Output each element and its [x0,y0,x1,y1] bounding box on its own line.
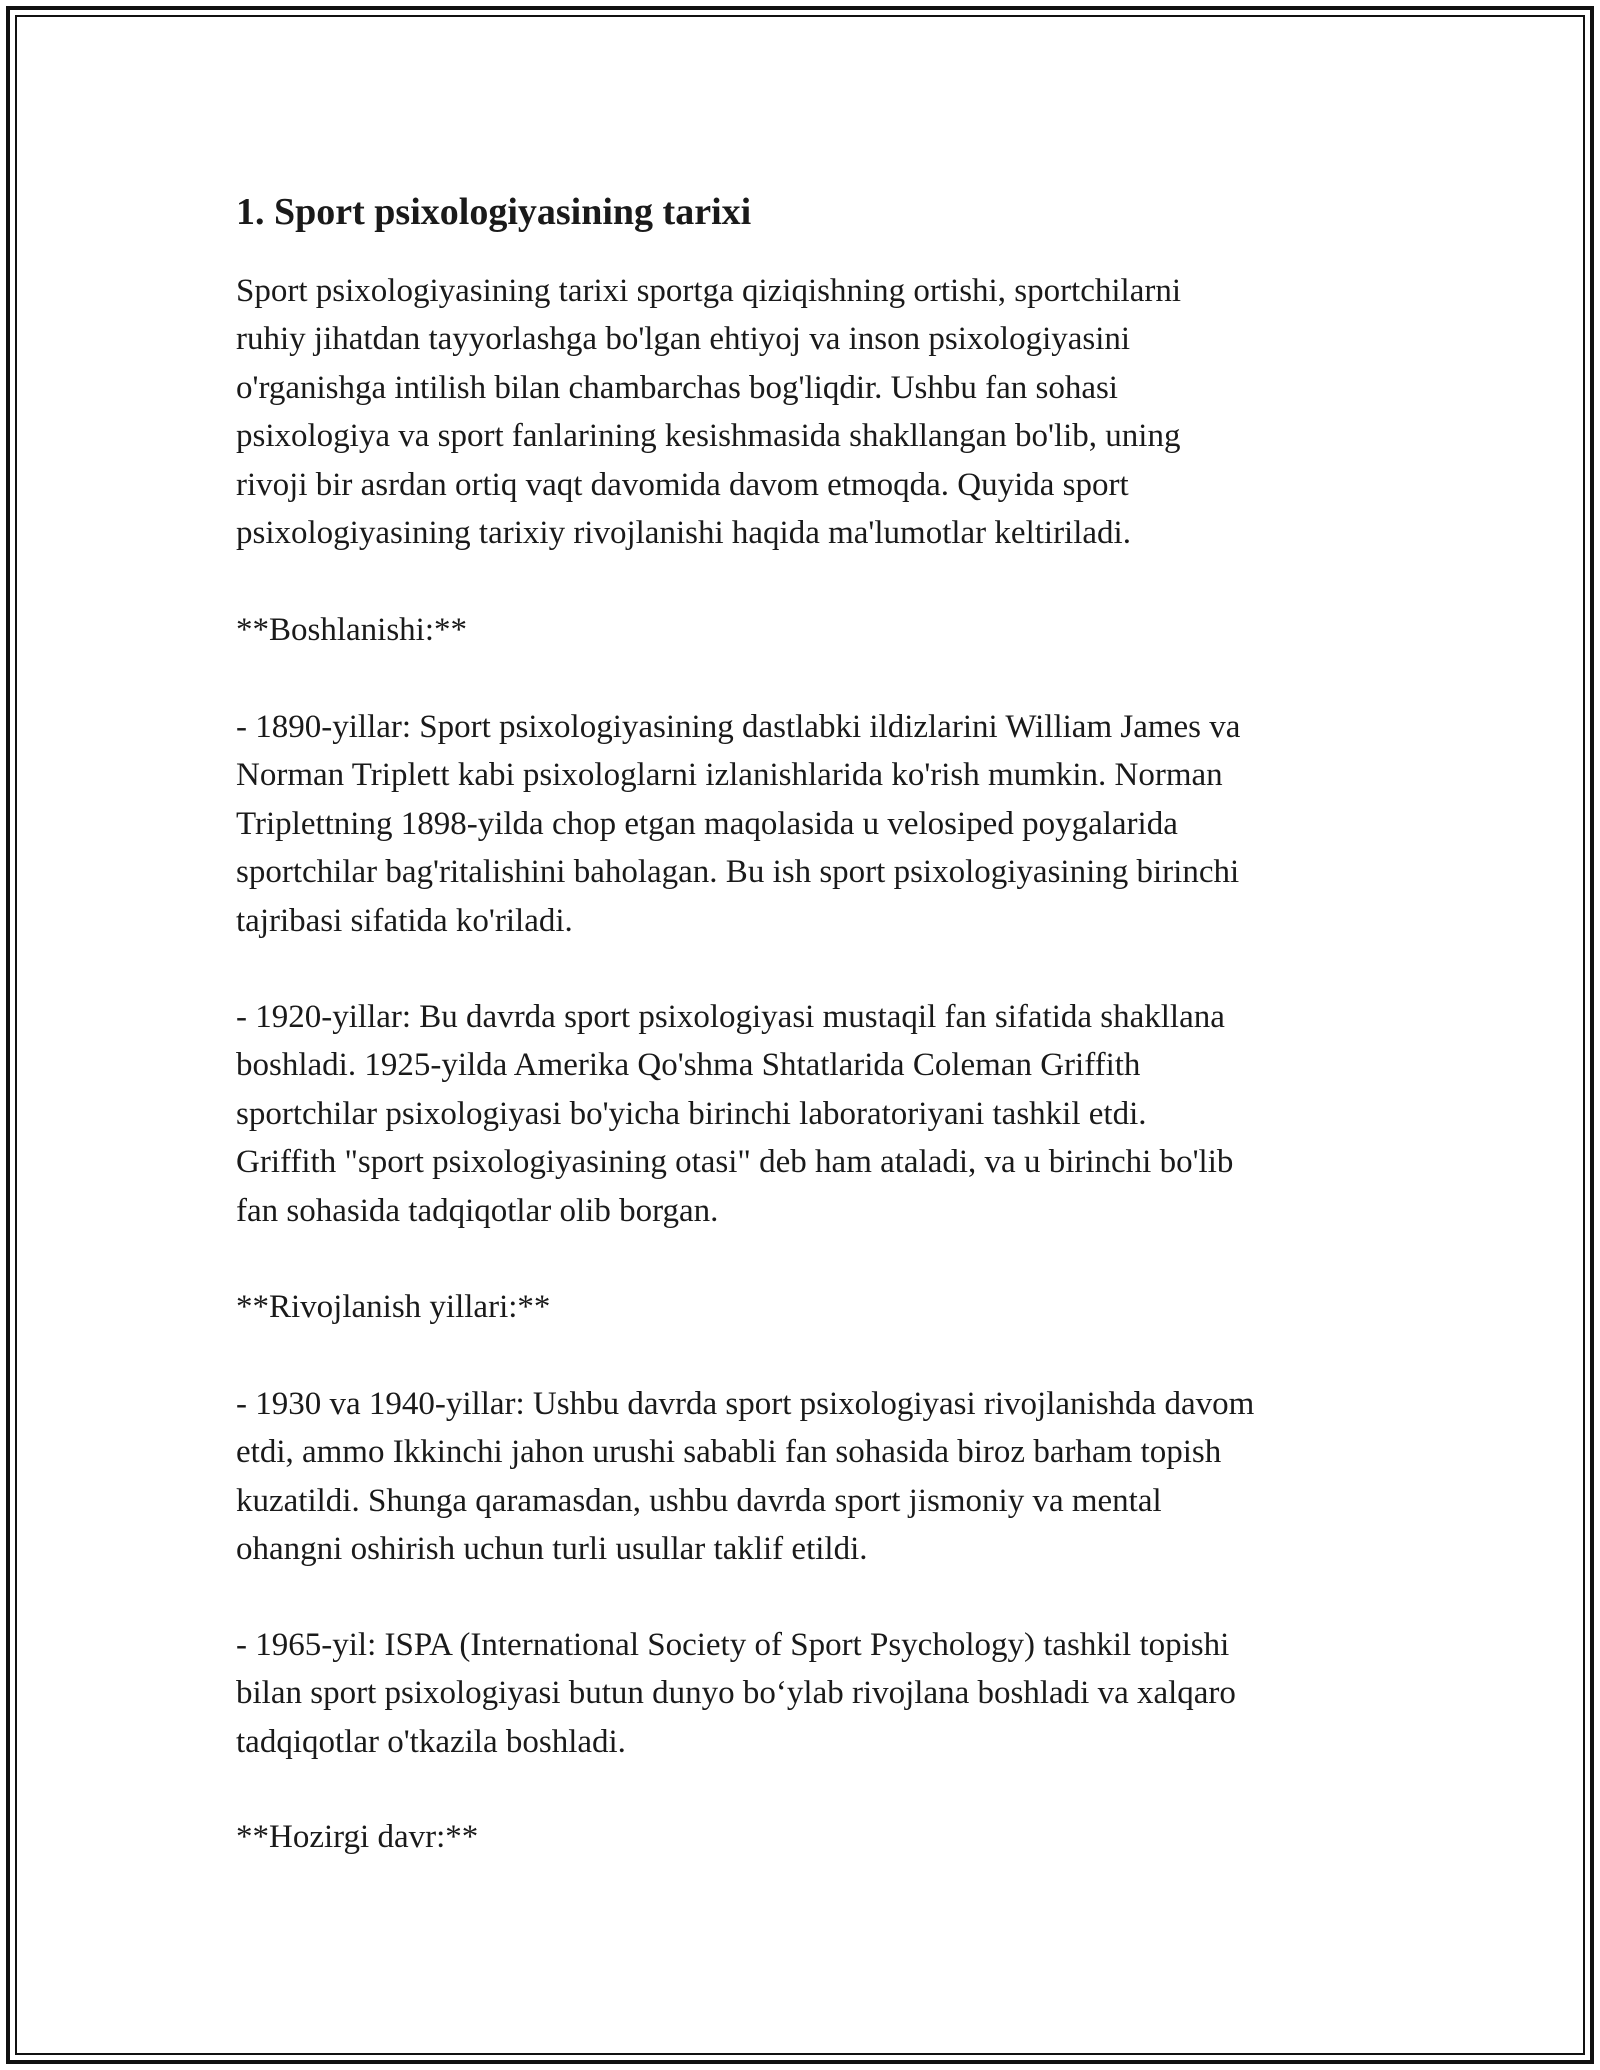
paragraph-1965 [236,1621,1236,1766]
section-heading: 1. Sport psixologiyasining tarixi [236,191,752,233]
text-line: bilan sport psixologiyasi butun dunyo bo‘ylab rivojlana boshladi va xalqaro [236,1675,1236,1712]
subheading-beginning [236,606,467,654]
text-line: - 1930 va 1940-yillar: Ushbu davrda sport psixologiyasi rivojlanishda davom [236,1386,1255,1422]
text-line: boshladi. 1925-yilda Amerika Qo'shma Shtatlarida Coleman Griffith [236,1047,1141,1084]
text-line: fan sohasida tadqiqotlar olib borgan. [236,1192,719,1229]
subheading-present [236,1813,478,1861]
paragraph-1930 [236,1380,1254,1574]
paragraph-1920 [236,993,1233,1235]
text-line: Sport psixologiyasining tarixi sportga qiziqishning ortishi, sportchilarni [236,273,1182,309]
text-line: etdi, ammo Ikkinchi jahon urushi sababli fan sohasida biroz barham topish [236,1434,1222,1471]
text-line: - 1965-yil: ISPA (International Society of Sport Psychology) tashkil topishi [236,1627,1230,1663]
text-line: **Boshlanishi:** [236,612,468,648]
text-line: Triplettning 1898-yilda chop etgan maqolasida u velosiped poygalarida [236,805,1178,842]
subheading-development [236,1283,550,1331]
text-line: ohangni oshirish uchun turli usullar taklif etildi. [236,1531,868,1568]
text-line: - 1920-yillar: Bu davrda sport psixologiyasi mustaqil fan sifatida shakllana [236,999,1225,1035]
text-line: ruhiy jihatdan tayyorlashga bo'lgan ehtiyoj va inson psixologiyasini [236,321,1131,358]
text-line: tajribasi sifatida ko'riladi. [236,902,573,939]
paragraph-1890 [236,703,1240,945]
text-line: o'rganishga intilish bilan chambarchas bog'liqdir. Ushbu fan sohasi [236,369,1118,406]
text-line: psixologiya va sport fanlarining kesishmasida shakllangan bo'lib, uning [236,418,1181,455]
text-line: tadqiqotlar o'tkazila boshladi. [236,1723,626,1760]
text-line: **Rivojlanish yillari:** [236,1289,551,1325]
text-line: **Hozirgi davr:** [236,1819,479,1855]
text-line: sportchilar psixologiyasi bo'yicha birinchi laboratoriyani tashkil etdi. [236,1095,1147,1132]
intro-paragraph [236,267,1181,557]
text-line: kuzatildi. Shunga qaramasdan, ushbu davrda sport jismoniy va mental [236,1482,1162,1519]
text-line: rivoji bir asrdan ortiq vaqt davomida davom etmoqda. Quyida sport [236,466,1129,503]
text-line: - 1890-yillar: Sport psixologiyasining dastlabki ildizlarini William James va [236,709,1241,745]
text-line: psixologiyasining tarixiy rivojlanishi haqida ma'lumotlar keltiriladi. [236,515,1131,552]
text-line: Norman Triplett kabi psixologlarni izlanishlarida ko'rish mumkin. Norman [236,757,1223,794]
text-line: sportchilar bag'ritalishini baholagan. Bu ish sport psixologiyasining birinchi [236,854,1240,891]
text-line: Griffith "sport psixologiyasining otasi" deb ham ataladi, va u birinchi bo'lib [236,1144,1234,1181]
